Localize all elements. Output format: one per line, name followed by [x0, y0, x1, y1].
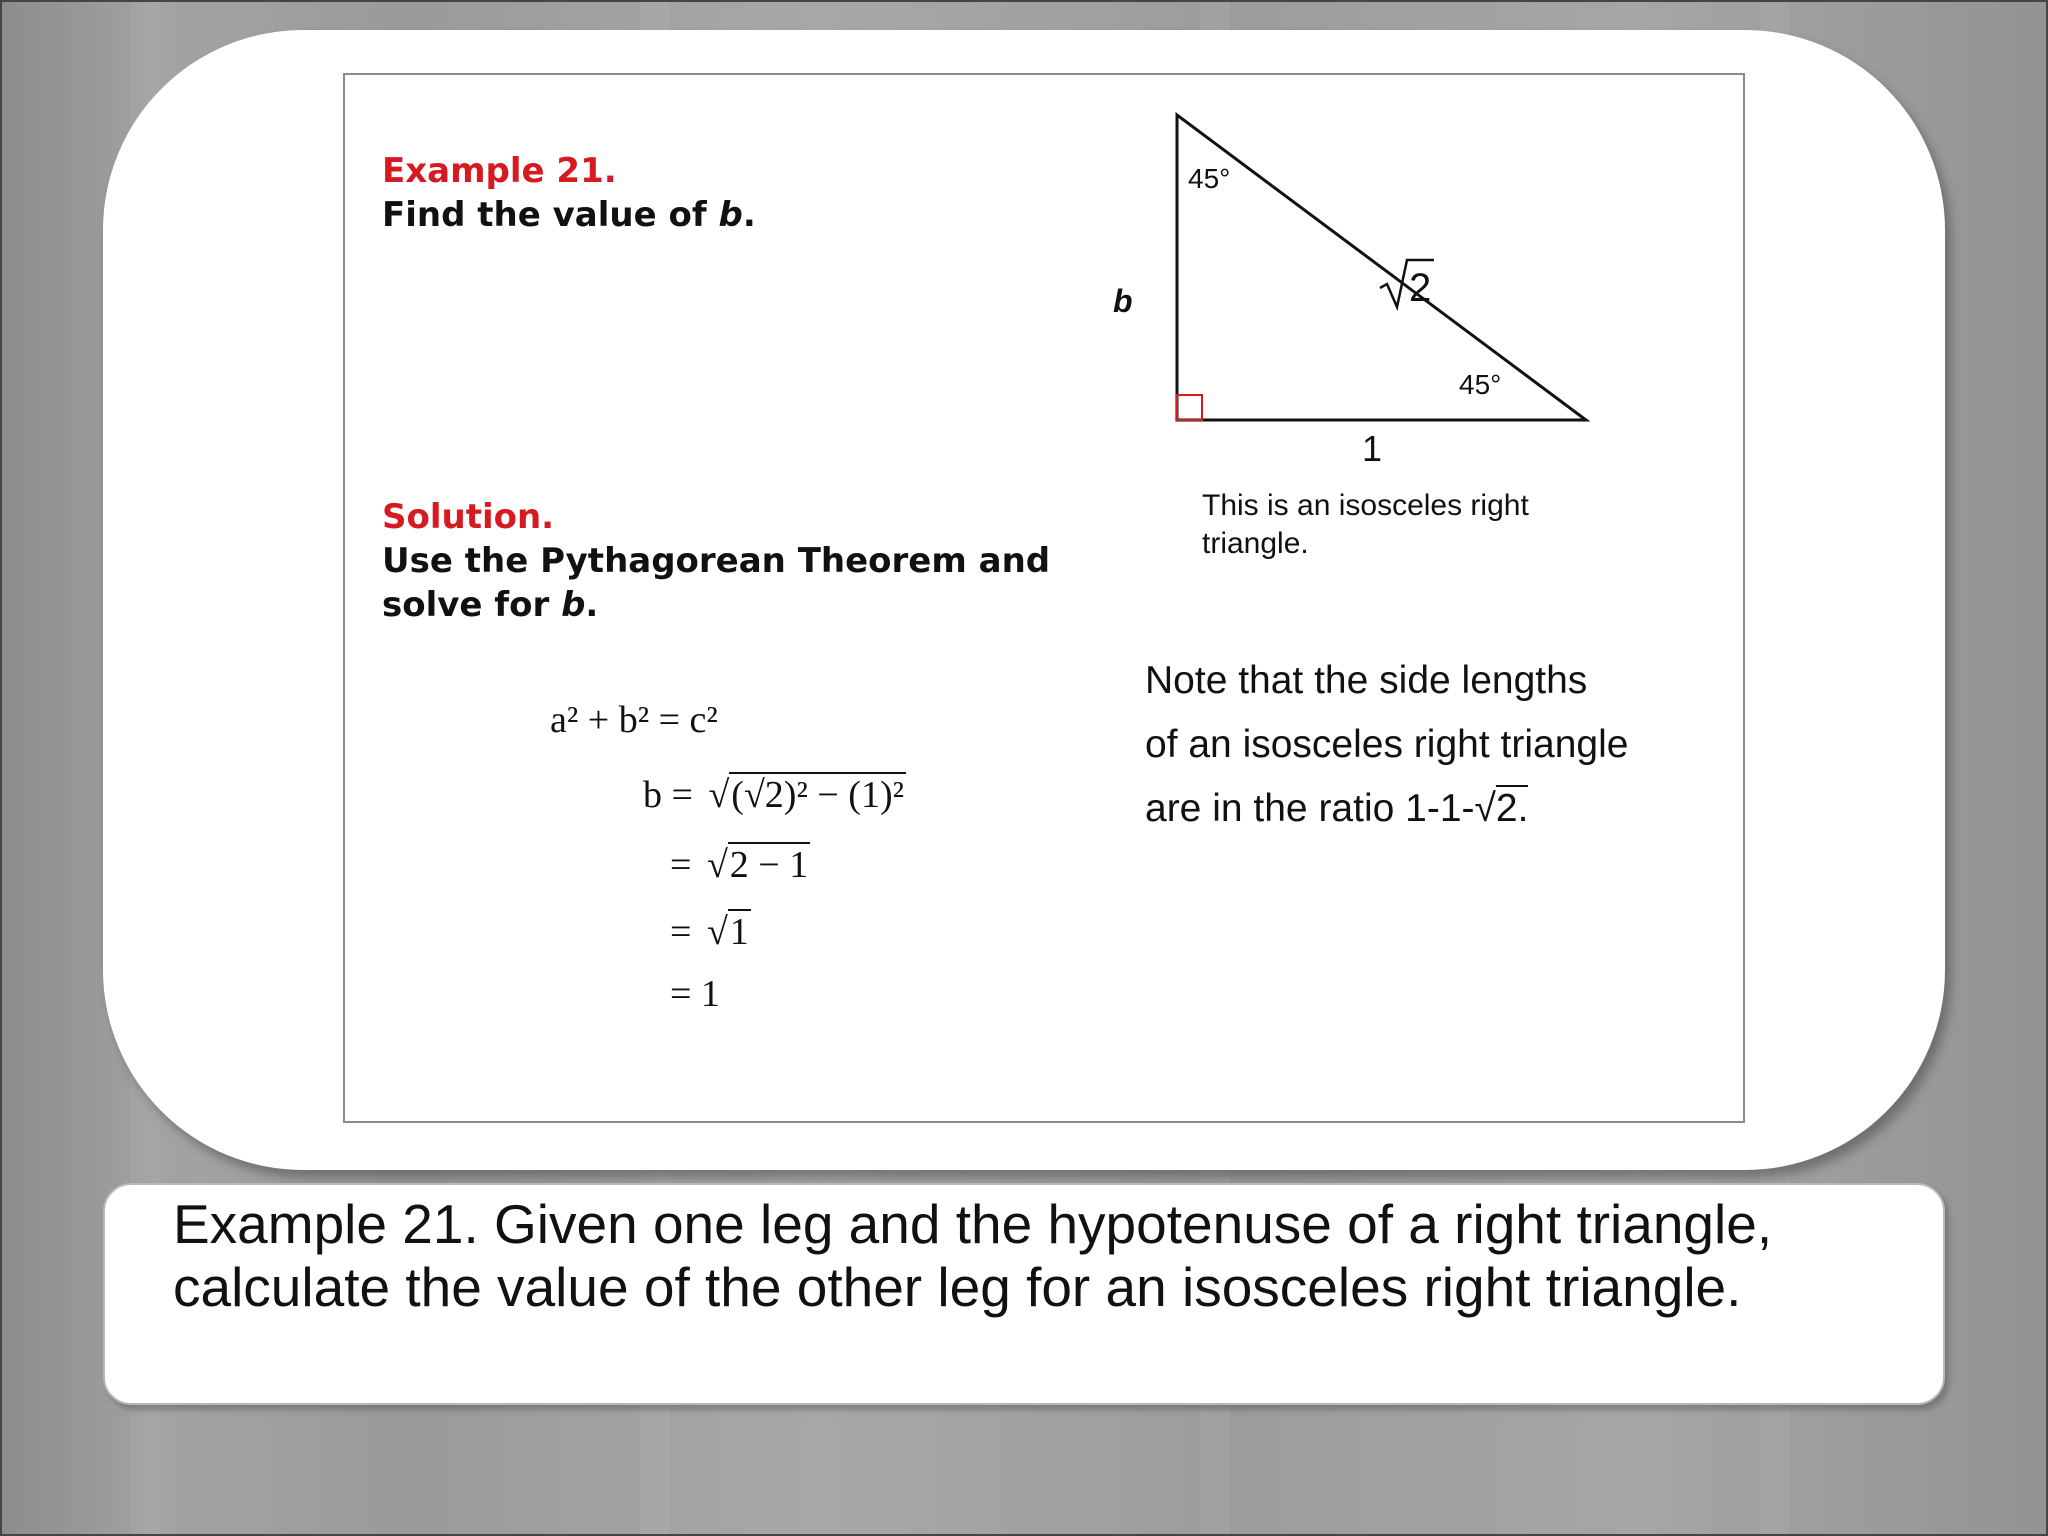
triangle-diagram	[345, 75, 1743, 1121]
caption-line-1: Example 21. Given one leg and the hypotenuse of a right triangle,	[173, 1193, 1773, 1255]
right-angle-marker	[1177, 395, 1202, 420]
equation-line-1: a² + b² = c²	[550, 699, 718, 741]
angle-bottom-label: 45°	[1459, 369, 1502, 400]
caption-text	[173, 1193, 1913, 1319]
equation-line-5: = 1	[670, 973, 720, 1015]
note-line-3	[1145, 777, 1628, 841]
equation-line-3-radicand: 2 − 1	[729, 844, 809, 886]
equation-line-2-lhs: b =	[643, 774, 693, 816]
solution-line-2-variable: b	[561, 585, 586, 625]
sqrt-symbol: √	[1474, 787, 1496, 830]
equation-line-4-prefix: =	[670, 911, 692, 953]
triangle-caption	[1202, 487, 1529, 563]
ratio-note	[1145, 649, 1628, 841]
solution-title: Solution.	[382, 497, 555, 537]
solution-line-1: Use the Pythagorean Theorem and	[382, 541, 1051, 581]
example-title: Example 21.	[382, 151, 617, 191]
note-line-2: of an isosceles right triangle	[1145, 723, 1629, 766]
triangle-caption-line-1: This is an isosceles right	[1202, 489, 1529, 522]
solution-line-2-text: solve for	[382, 585, 562, 625]
caption-line-2: calculate the value of the other leg for an isosceles right triangle.	[173, 1256, 1742, 1318]
prompt-end: .	[742, 195, 756, 235]
vertical-leg-label: b	[1113, 283, 1133, 319]
angle-top-label: 45°	[1188, 163, 1231, 194]
prompt-variable: b	[718, 195, 743, 235]
equation-line-2-radicand: (√2)² − (1)²	[731, 774, 904, 816]
note-line-3-text: are in the ratio 1-1-	[1145, 787, 1475, 830]
solution-line-2-end: .	[585, 585, 599, 625]
equation-line-4-radicand: 1	[729, 911, 749, 953]
hypotenuse-value: 2	[1409, 266, 1432, 310]
base-label: 1	[1362, 428, 1383, 469]
caption-panel	[103, 1183, 1945, 1405]
sqrt-symbol: √	[706, 844, 728, 886]
triangle-caption-line-2: triangle.	[1202, 527, 1309, 560]
sqrt-symbol: √	[708, 774, 730, 816]
lesson-slide	[343, 73, 1745, 1123]
equation-line-3-prefix: =	[670, 844, 692, 886]
triangle-outline	[1177, 115, 1586, 420]
prompt-text: Find the value of	[382, 195, 719, 235]
sqrt-symbol: √	[706, 911, 728, 953]
note-line-3-radicand: 2.	[1495, 787, 1529, 830]
note-line-1: Note that the side lengths	[1145, 659, 1588, 702]
